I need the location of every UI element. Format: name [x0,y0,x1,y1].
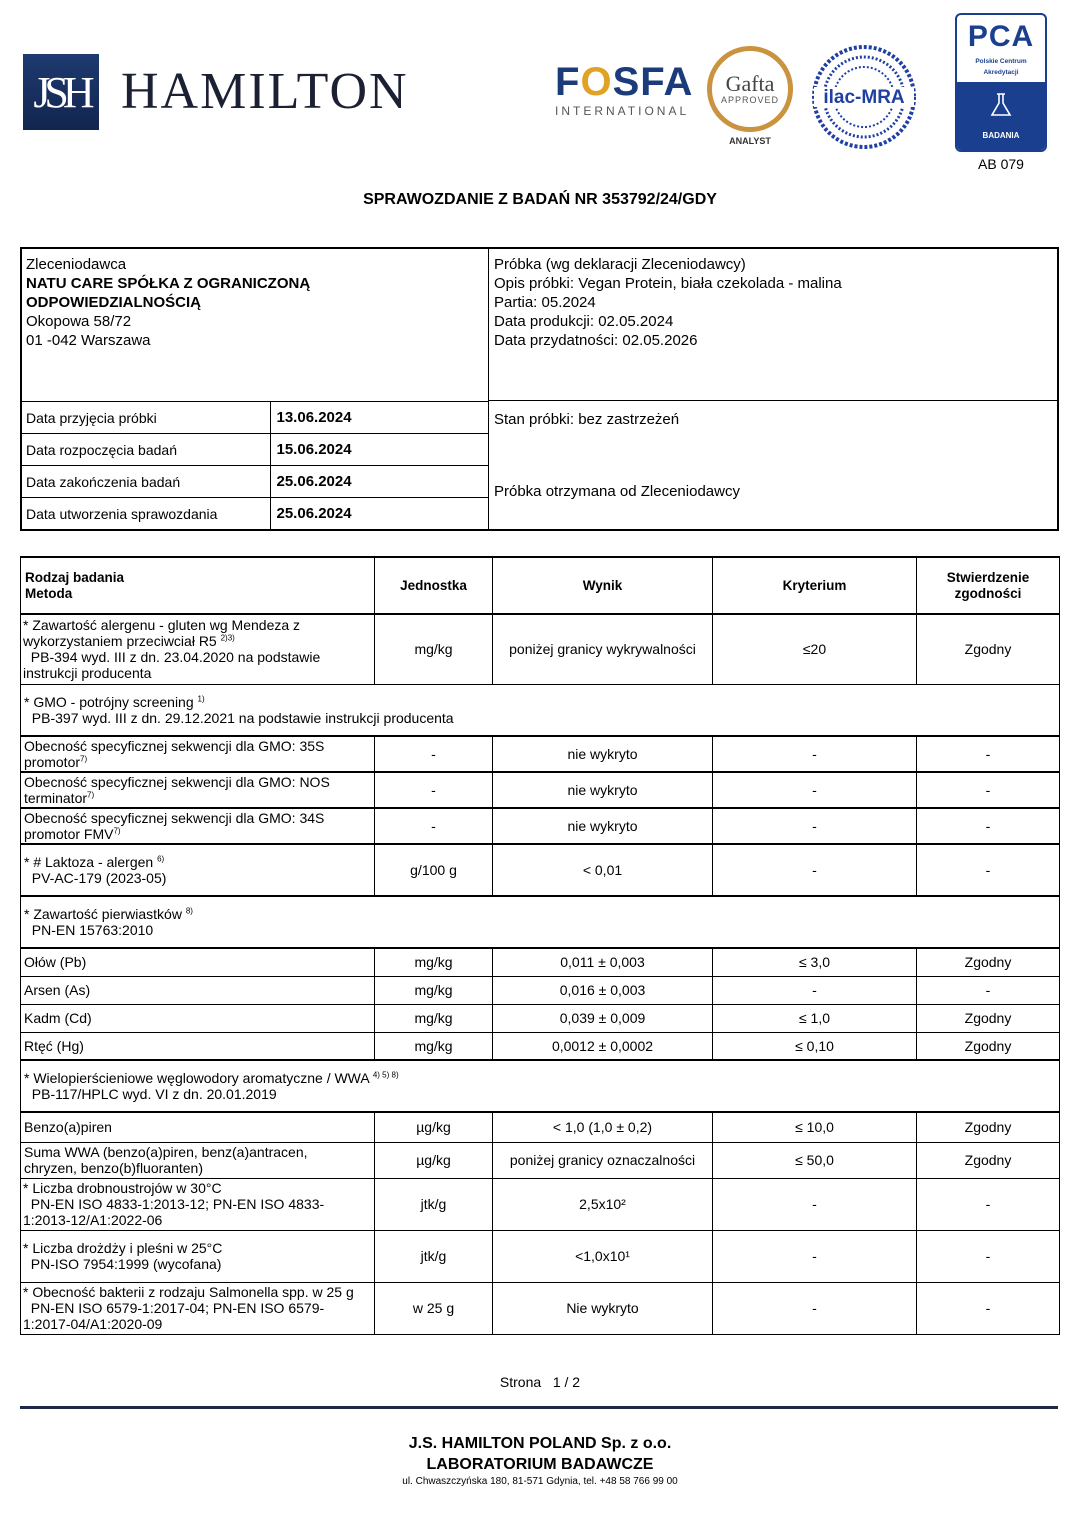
test-name: * Liczba drożdży i pleśni w 25°C PN-ISO 7954:1999 (wycofana) [21,1230,375,1282]
criterion-cell: - [713,736,917,772]
criterion-cell: - [713,1230,917,1282]
unit-cell: - [375,808,493,844]
result-cell: < 1,0 (1,0 ± 0,2) [493,1112,713,1142]
sample-production-date: Data produkcji: 02.05.2024 [494,313,674,330]
conformity-cell: Zgodny [917,614,1060,684]
conformity-cell: - [917,1178,1060,1230]
footer-lab: LABORATORIUM BADAWCZE [426,1456,654,1473]
gafta-word: Gafta [725,71,775,96]
pca-word: PCA [967,20,1035,53]
table-row [21,976,1060,1004]
criterion-cell: ≤ 50,0 [713,1142,917,1178]
criterion-cell: - [713,844,917,896]
group-row [21,1060,1060,1112]
client-name-line1: NATU CARE SPÓŁKA Z OGRANICZONĄ [26,275,311,292]
unit-cell: - [375,772,493,808]
sample-received-from: Próbka otrzymana od Zleceniodawcy [494,483,740,500]
unit-cell: µg/kg [375,1142,493,1178]
result-cell: poniżej granicy wykrywalności [493,614,713,684]
result-cell: nie wykryto [493,772,713,808]
test-name: Suma WWA (benzo(a)piren, benz(a)antracen, chryzen, benzo(b)fluoranten) [21,1142,375,1178]
conformity-cell: - [917,736,1060,772]
conformity-cell: Zgodny [917,1004,1060,1032]
table-row [21,1004,1060,1032]
conformity-cell: - [917,1282,1060,1334]
date-label: Data utworzenia sprawozdania [22,498,270,530]
sample-description: Opis próbki: Vegan Protein, biała czekolada - malina [494,275,842,292]
hamilton-logo-mark [23,54,99,130]
fosfa-logo [555,62,695,118]
table-row [21,1032,1060,1060]
sample-block [494,255,1054,350]
test-name: Benzo(a)piren [21,1112,375,1142]
table-row [21,736,1060,772]
header-conformity: Stwierdzenie zgodności [917,557,1060,614]
date-value: 25.06.2024 [270,498,489,530]
client-label: Zleceniodawca [26,256,127,273]
date-label: Data zakończenia badań [22,466,270,498]
criterion-cell: - [713,1282,917,1334]
header-unit: Jednostka [375,557,493,614]
results-header-row [21,557,1060,614]
pca-flask-panel [957,82,1045,150]
conformity-cell: - [917,1230,1060,1282]
group-row [21,684,1060,736]
pca-badania: BADANIA [982,131,1020,140]
conformity-cell: - [917,808,1060,844]
date-row [22,466,489,498]
footer-divider [20,1406,1058,1409]
test-name: Obecność specyficznej sekwencji dla GMO: 34S promotor FMV$^{7)}$ [21,808,375,844]
result-cell: <1,0x10¹ [493,1230,713,1282]
header-criterion: Kryterium [713,557,917,614]
client-block [26,255,484,350]
group-heading: * Zawartość pierwiastków $^{8)}$ PN-EN 15763:2010 [21,896,1060,948]
footer-company: J.S. HAMILTON POLAND Sp. z o.o. [408,1435,672,1452]
fosfa-letters-sfa: SFA [612,60,694,104]
conformity-cell: - [917,772,1060,808]
fosfa-letter-f: F [555,60,581,104]
unit-cell: mg/kg [375,976,493,1004]
test-name: Arsen (As) [21,976,375,1004]
result-cell: nie wykryto [493,808,713,844]
date-row [22,434,489,466]
pca-sub-2: Akredytacji [983,69,1019,76]
conformity-cell: Zgodny [917,1142,1060,1178]
unit-cell: mg/kg [375,1004,493,1032]
ilac-mra-logo [810,43,918,151]
date-value: 15.06.2024 [270,434,489,466]
test-name: Rtęć (Hg) [21,1032,375,1060]
table-row [21,1178,1060,1230]
conformity-cell: - [917,976,1060,1004]
date-value: 25.06.2024 [270,466,489,498]
unit-cell: g/100 g [375,844,493,896]
test-name: * Liczba drobnoustrojów w 30°C PN-EN ISO 4833-1:2013-12; PN-EN ISO 4833- 1:2013-12/A1:2022-06 [21,1178,375,1230]
test-name: * # Laktoza - alergen $^{6)}$ PV-AC-179 (2023-05) [21,844,375,896]
criterion-cell: ≤ 10,0 [713,1112,917,1142]
sample-heading: Próbka (wg deklaracji Zleceniodawcy) [494,256,746,273]
client-street: Okopowa 58/72 [26,313,132,330]
conformity-cell: - [917,844,1060,896]
table-row [21,808,1060,844]
gafta-approved: APPROVED [720,95,779,105]
unit-cell: mg/kg [375,948,493,976]
test-name: * Zawartość alergenu - gluten wg Mendeza z wykorzystaniem przeciwciał R5 $^{2)3)}$ PB-394 wyd. III z dn. 23.04.2020 na podstawie instrukcji producenta [21,614,375,684]
accreditation-code: AB 079 [978,156,1024,172]
criterion-cell: ≤ 3,0 [713,948,917,976]
criterion-cell: - [713,976,917,1004]
date-label: Data przyjęcia próbki [22,402,270,434]
table-row [21,772,1060,808]
results-table [20,556,1060,1335]
sample-state: Stan próbki: bez zastrzeżeń [494,411,680,428]
unit-cell: µg/kg [375,1112,493,1142]
group-heading: * Wielopierścieniowe węglowodory aromatyczne / WWA $^{4) 5) 8)}$ PB-117/HPLC wyd. VI z dn. 20.01.2019 [21,1060,1060,1112]
test-name: * Obecność bakterii z rodzaju Salmonella spp. w 25 g PN-EN ISO 6579-1:2017-04; PN-EN ISO 6579- 1:2017-04/A1:2020-09 [21,1282,375,1334]
result-cell: 0,039 ± 0,009 [493,1004,713,1032]
hamilton-logo-name: HAMILTON [121,63,409,120]
conformity-cell: Zgodny [917,948,1060,976]
unit-cell: jtk/g [375,1178,493,1230]
table-row [21,844,1060,896]
test-name: Kadm (Cd) [21,1004,375,1032]
sample-batch: Partia: 05.2024 [494,294,596,311]
header-test-type: Rodzaj badania Metoda [21,557,375,614]
result-cell: 0,016 ± 0,003 [493,976,713,1004]
test-name: Obecność specyficznej sekwencji dla GMO: NOS terminator$^{7)}$ [21,772,375,808]
result-cell: < 0,01 [493,844,713,896]
flask-icon [986,90,1016,120]
client-city: 01 -042 Warszawa [26,332,151,349]
unit-cell: mg/kg [375,1032,493,1060]
group-heading: * GMO - potrójny screening $^{1)}$ PB-397 wyd. III z dn. 29.12.2021 na podstawie instrukcji producenta [21,684,1060,736]
pca-accreditation-badge [955,13,1047,152]
result-cell: poniżej granicy oznaczalności [493,1142,713,1178]
gafta-analyst: ANALYST [729,136,771,146]
criterion-cell: - [713,808,917,844]
result-cell: 2,5x10² [493,1178,713,1230]
group-row [21,896,1060,948]
date-label: Data rozpoczęcia badań [22,434,270,466]
report-info-box [20,247,1059,531]
test-name: Obecność specyficznej sekwencji dla GMO: 35S promotor$^{7)}$ [21,736,375,772]
gafta-logo [706,46,794,146]
result-cell: nie wykryto [493,736,713,772]
result-cell: 0,011 ± 0,003 [493,948,713,976]
page-number: Strona 1 / 2 [499,1374,581,1390]
table-row [21,614,1060,684]
conformity-cell: Zgodny [917,1032,1060,1060]
unit-cell: - [375,736,493,772]
criterion-cell: - [713,772,917,808]
sample-expiry-date: Data przydatności: 02.05.2026 [494,332,698,349]
conformity-cell: Zgodny [917,1112,1060,1142]
table-row [21,1230,1060,1282]
table-row [21,1112,1060,1142]
header-result: Wynik [493,557,713,614]
gafta-wreath-icon [707,46,793,132]
footer-address: ul. Chwaszczyńska 180, 81-571 Gdynia, tel. +48 58 766 99 00 [402,1476,678,1487]
result-cell: 0,0012 ± 0,0002 [493,1032,713,1060]
table-row [21,1282,1060,1334]
date-row [22,498,489,530]
fosfa-subtitle: INTERNATIONAL [555,104,690,118]
criterion-cell: ≤20 [713,614,917,684]
date-row [22,402,489,434]
criterion-cell: - [713,1178,917,1230]
logo-monogram: JSH [33,67,89,117]
fosfa-letter-o: O [580,60,613,104]
test-name: Ołów (Pb) [21,948,375,976]
unit-cell: w 25 g [375,1282,493,1334]
dates-table [22,401,489,530]
pca-sub-1: Polskie Centrum [975,58,1027,65]
date-value: 13.06.2024 [270,402,489,434]
criterion-cell: ≤ 1,0 [713,1004,917,1032]
unit-cell: mg/kg [375,614,493,684]
client-name-line2: ODPOWIEDZIALNOŚCIĄ [26,294,201,311]
ilac-text: ilac-MRA [823,87,905,108]
table-row [21,1142,1060,1178]
unit-cell: jtk/g [375,1230,493,1282]
result-cell: Nie wykryto [493,1282,713,1334]
table-row [21,948,1060,976]
report-title: SPRAWOZDANIE Z BADAŃ NR 353792/24/GDY [363,191,717,208]
criterion-cell: ≤ 0,10 [713,1032,917,1060]
